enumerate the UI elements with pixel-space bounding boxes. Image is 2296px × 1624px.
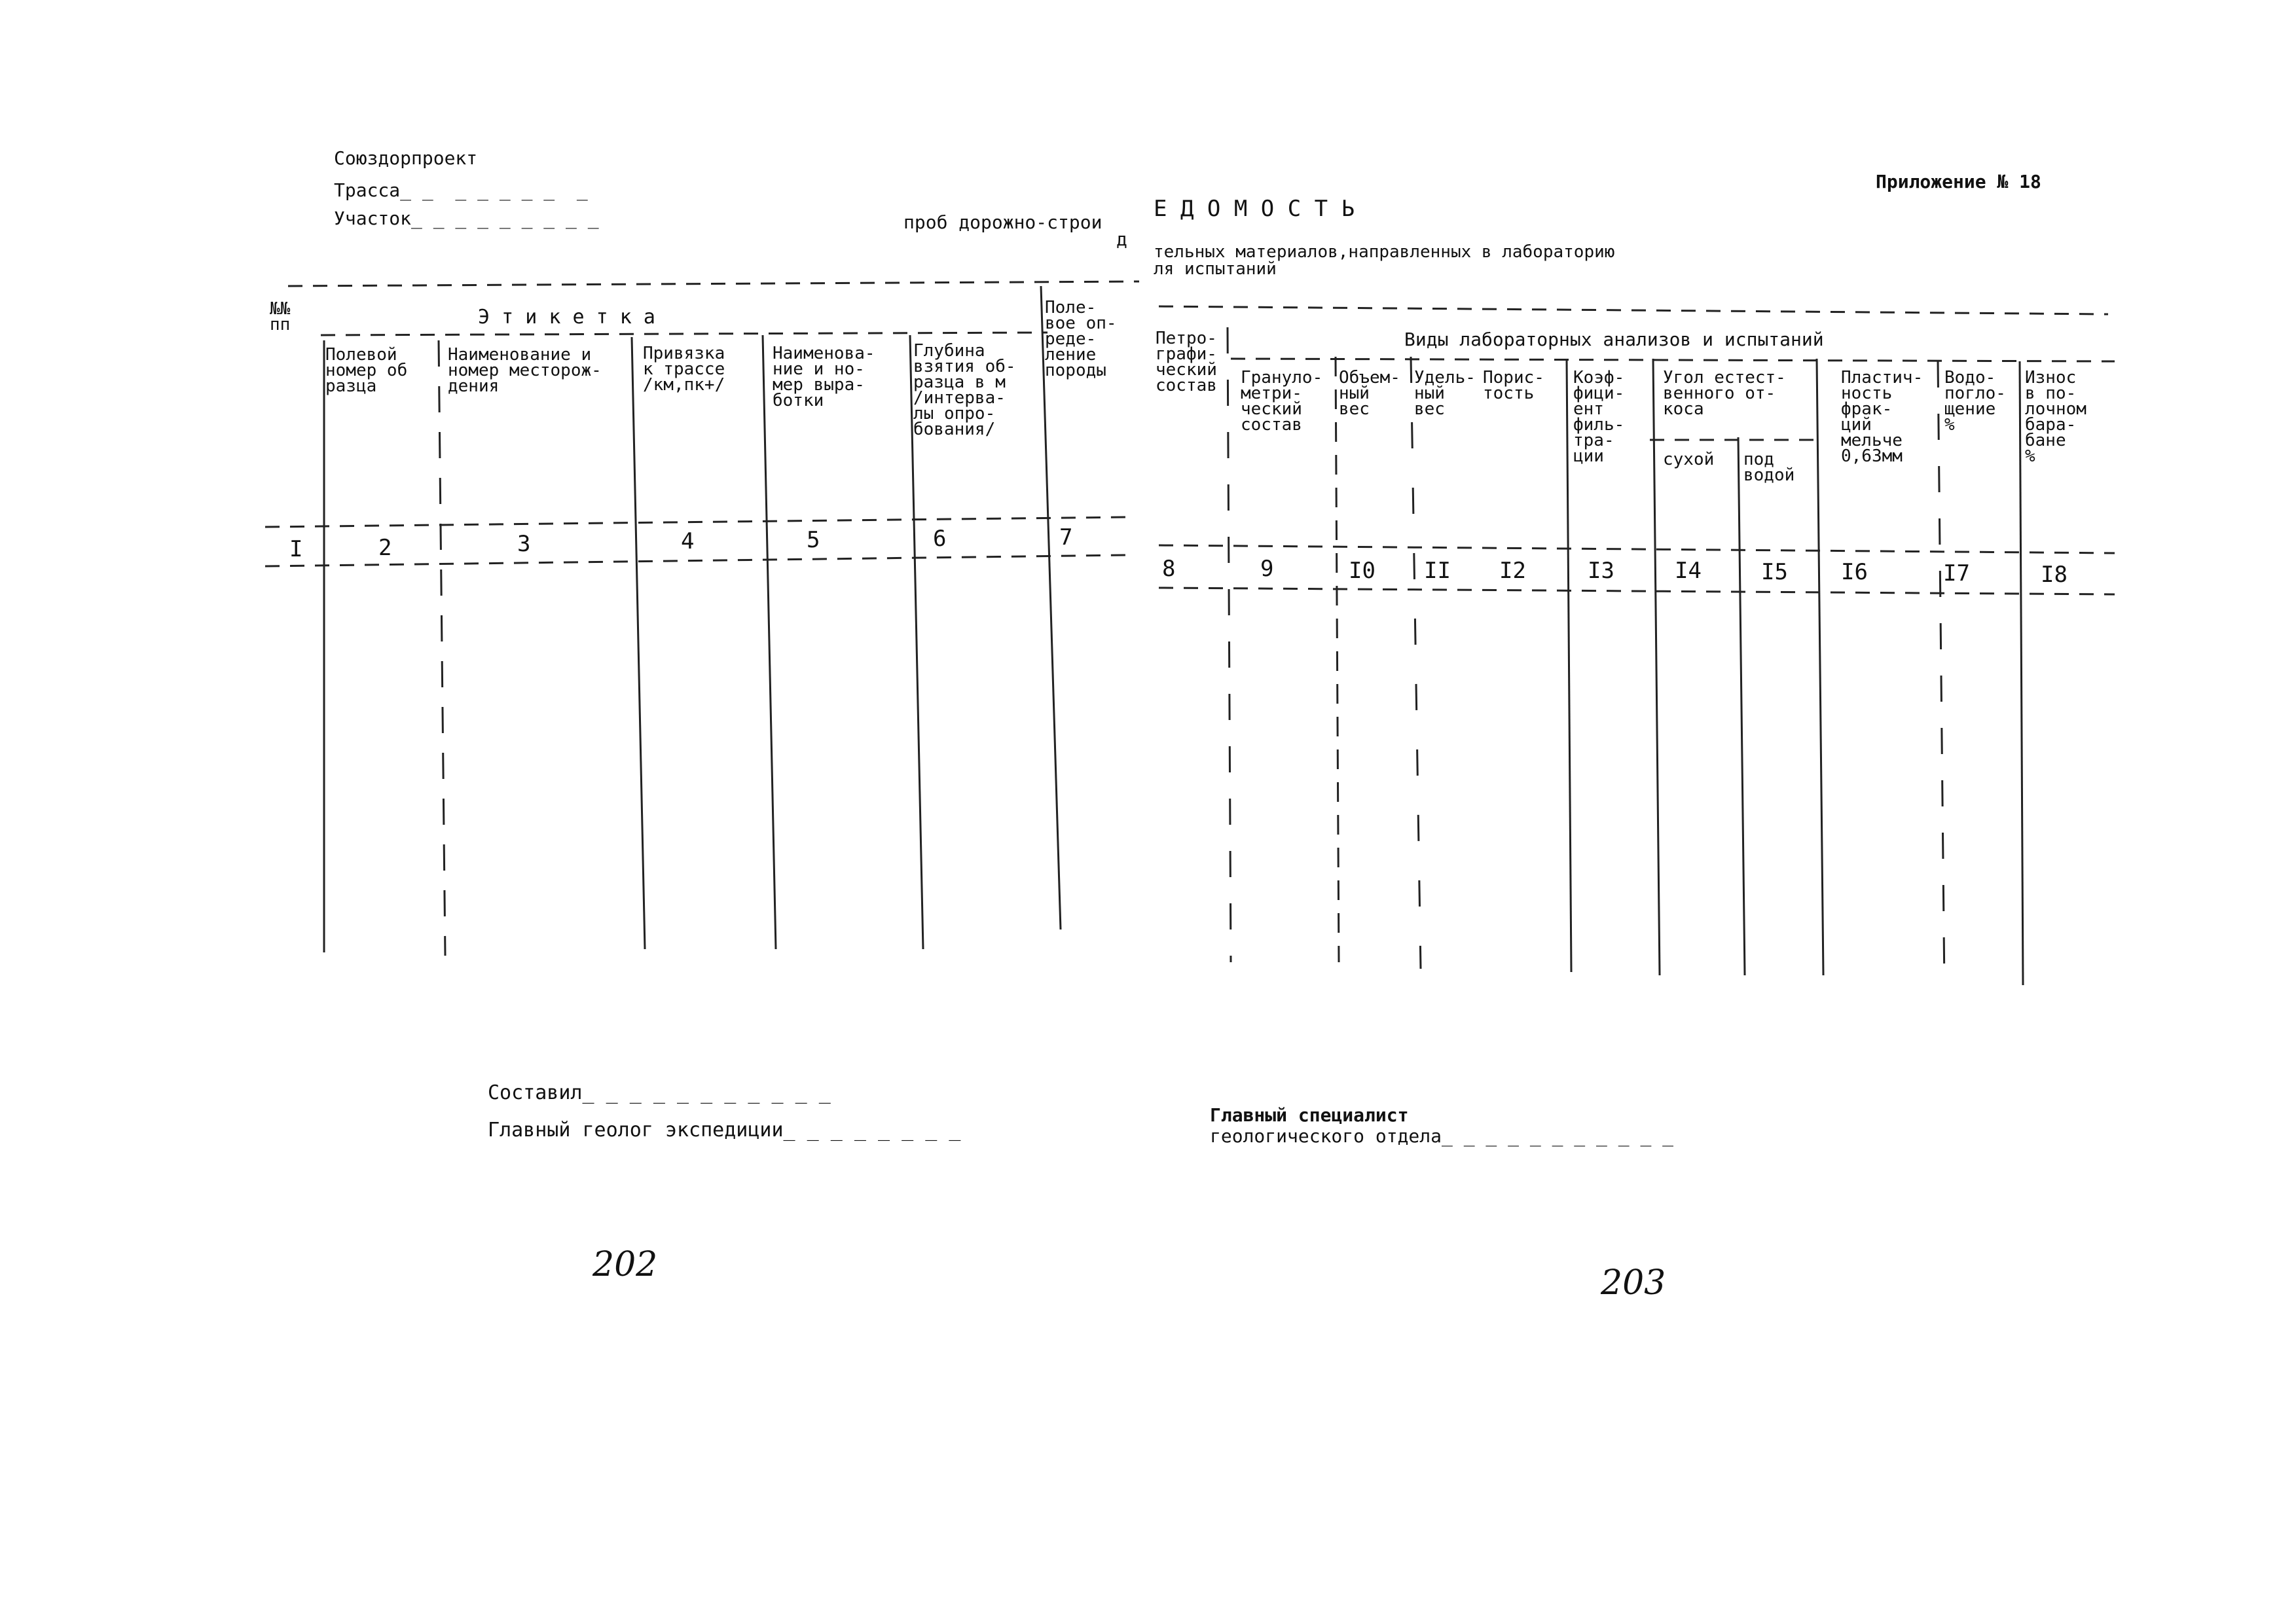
left-col-num-7: 7 <box>1059 524 1073 550</box>
page-number-right: 203 <box>1601 1263 1666 1303</box>
left-col-num-6: 6 <box>933 526 947 552</box>
right-col-num-11: II <box>1424 558 1451 584</box>
right-col-num-9: 9 <box>1260 556 1274 582</box>
right-col-num-13: I3 <box>1588 558 1614 584</box>
right-col-num-12: I2 <box>1499 558 1526 584</box>
chief-specialist-label: Главный специалист <box>1210 1104 1409 1126</box>
col-plasticity: Пластич- ность фрак- ций мельче 0,63мм <box>1841 368 1923 466</box>
col-repose-dry: сухой <box>1663 450 1715 469</box>
col-deposit-name: Наименование и номер месторож- дения <box>448 345 602 396</box>
col-bulk-density: Объем- ный вес <box>1339 368 1400 419</box>
right-col-num-10: I0 <box>1349 558 1376 584</box>
left-col-num-3: 3 <box>517 531 531 557</box>
col-specific-gravity: Удель- ный вес <box>1414 368 1476 419</box>
col-granulometric: Грануло- метри- ческий состав <box>1241 368 1323 435</box>
col-field-number: Полевой номер об разца <box>325 345 408 396</box>
col-working-name: Наименова- ние и но- мер выра- ботки <box>773 344 875 410</box>
col-filtration-coef: Коэф- фици- ент филь- тра- ции <box>1573 368 1625 466</box>
col-repose-angle: Угол естест- венного от- коса <box>1663 368 1786 419</box>
compiled-by-field: Составил_ _ _ _ _ _ _ _ _ _ _ <box>488 1081 831 1104</box>
right-col-num-14: I4 <box>1675 558 1702 584</box>
page-number-left: 202 <box>592 1245 658 1284</box>
right-col-num-18: I8 <box>2041 562 2068 588</box>
col-field-rock: Поле- вое оп- реде- ление породы <box>1045 298 1117 380</box>
route-field: Трасса_ _ _ _ _ _ _ _ <box>334 179 588 201</box>
left-col-num-5: 5 <box>807 527 820 553</box>
section-field: Участок_ _ _ _ _ _ _ _ _ <box>334 208 599 229</box>
title-line-1: тельных материалов,направленных в лабораторию <box>1154 242 1615 262</box>
right-col-num-8: 8 <box>1162 556 1176 582</box>
col-repose-underwater: под водой <box>1743 450 1795 485</box>
chief-geologist-field: Главный геолог экспедиции_ _ _ _ _ _ _ _ <box>488 1119 961 1142</box>
col-petrographic: Петро- графи- ческий состав <box>1156 329 1217 395</box>
left-col-num-1: I <box>289 536 303 562</box>
left-col-num-2: 2 <box>378 535 392 561</box>
right-col-num-17: I7 <box>1943 560 1970 586</box>
col-pp: №№ пп <box>270 299 291 334</box>
appendix-label: Приложение № 18 <box>1876 171 2041 192</box>
col-porosity: Порис- тость <box>1483 368 1544 403</box>
left-col-num-4: 4 <box>681 528 695 554</box>
col-water-absorption: Водо- погло- щение % <box>1944 368 2006 435</box>
org-name: Союздорпроект <box>334 147 478 169</box>
right-col-num-16: I6 <box>1841 559 1868 585</box>
col-sampling-depth: Глубина взятия об- разца в м /интерва- лы опро- бования/ <box>913 341 1016 439</box>
title-left-part: проб дорожно-строи <box>903 211 1102 233</box>
document-title-word: Е Д О М О С Т Ь <box>1154 196 1355 222</box>
lab-analyses-group-header: Виды лабораторных анализов и испытаний <box>1404 329 1824 350</box>
col-route-binding: Привязка к трассе /км,пк+/ <box>643 344 725 395</box>
col-wear: Износ в по- лочном бара- бане % <box>2025 368 2086 466</box>
label-group-header: Э т и к е т к а <box>478 306 655 329</box>
title-left-part2: д <box>1116 228 1127 250</box>
right-col-num-15: I5 <box>1761 559 1788 585</box>
chief-specialist-dept-field: геологического отдела_ _ _ _ _ _ _ _ _ _ _ <box>1210 1125 1674 1147</box>
title-line-2: ля испытаний <box>1154 259 1277 279</box>
